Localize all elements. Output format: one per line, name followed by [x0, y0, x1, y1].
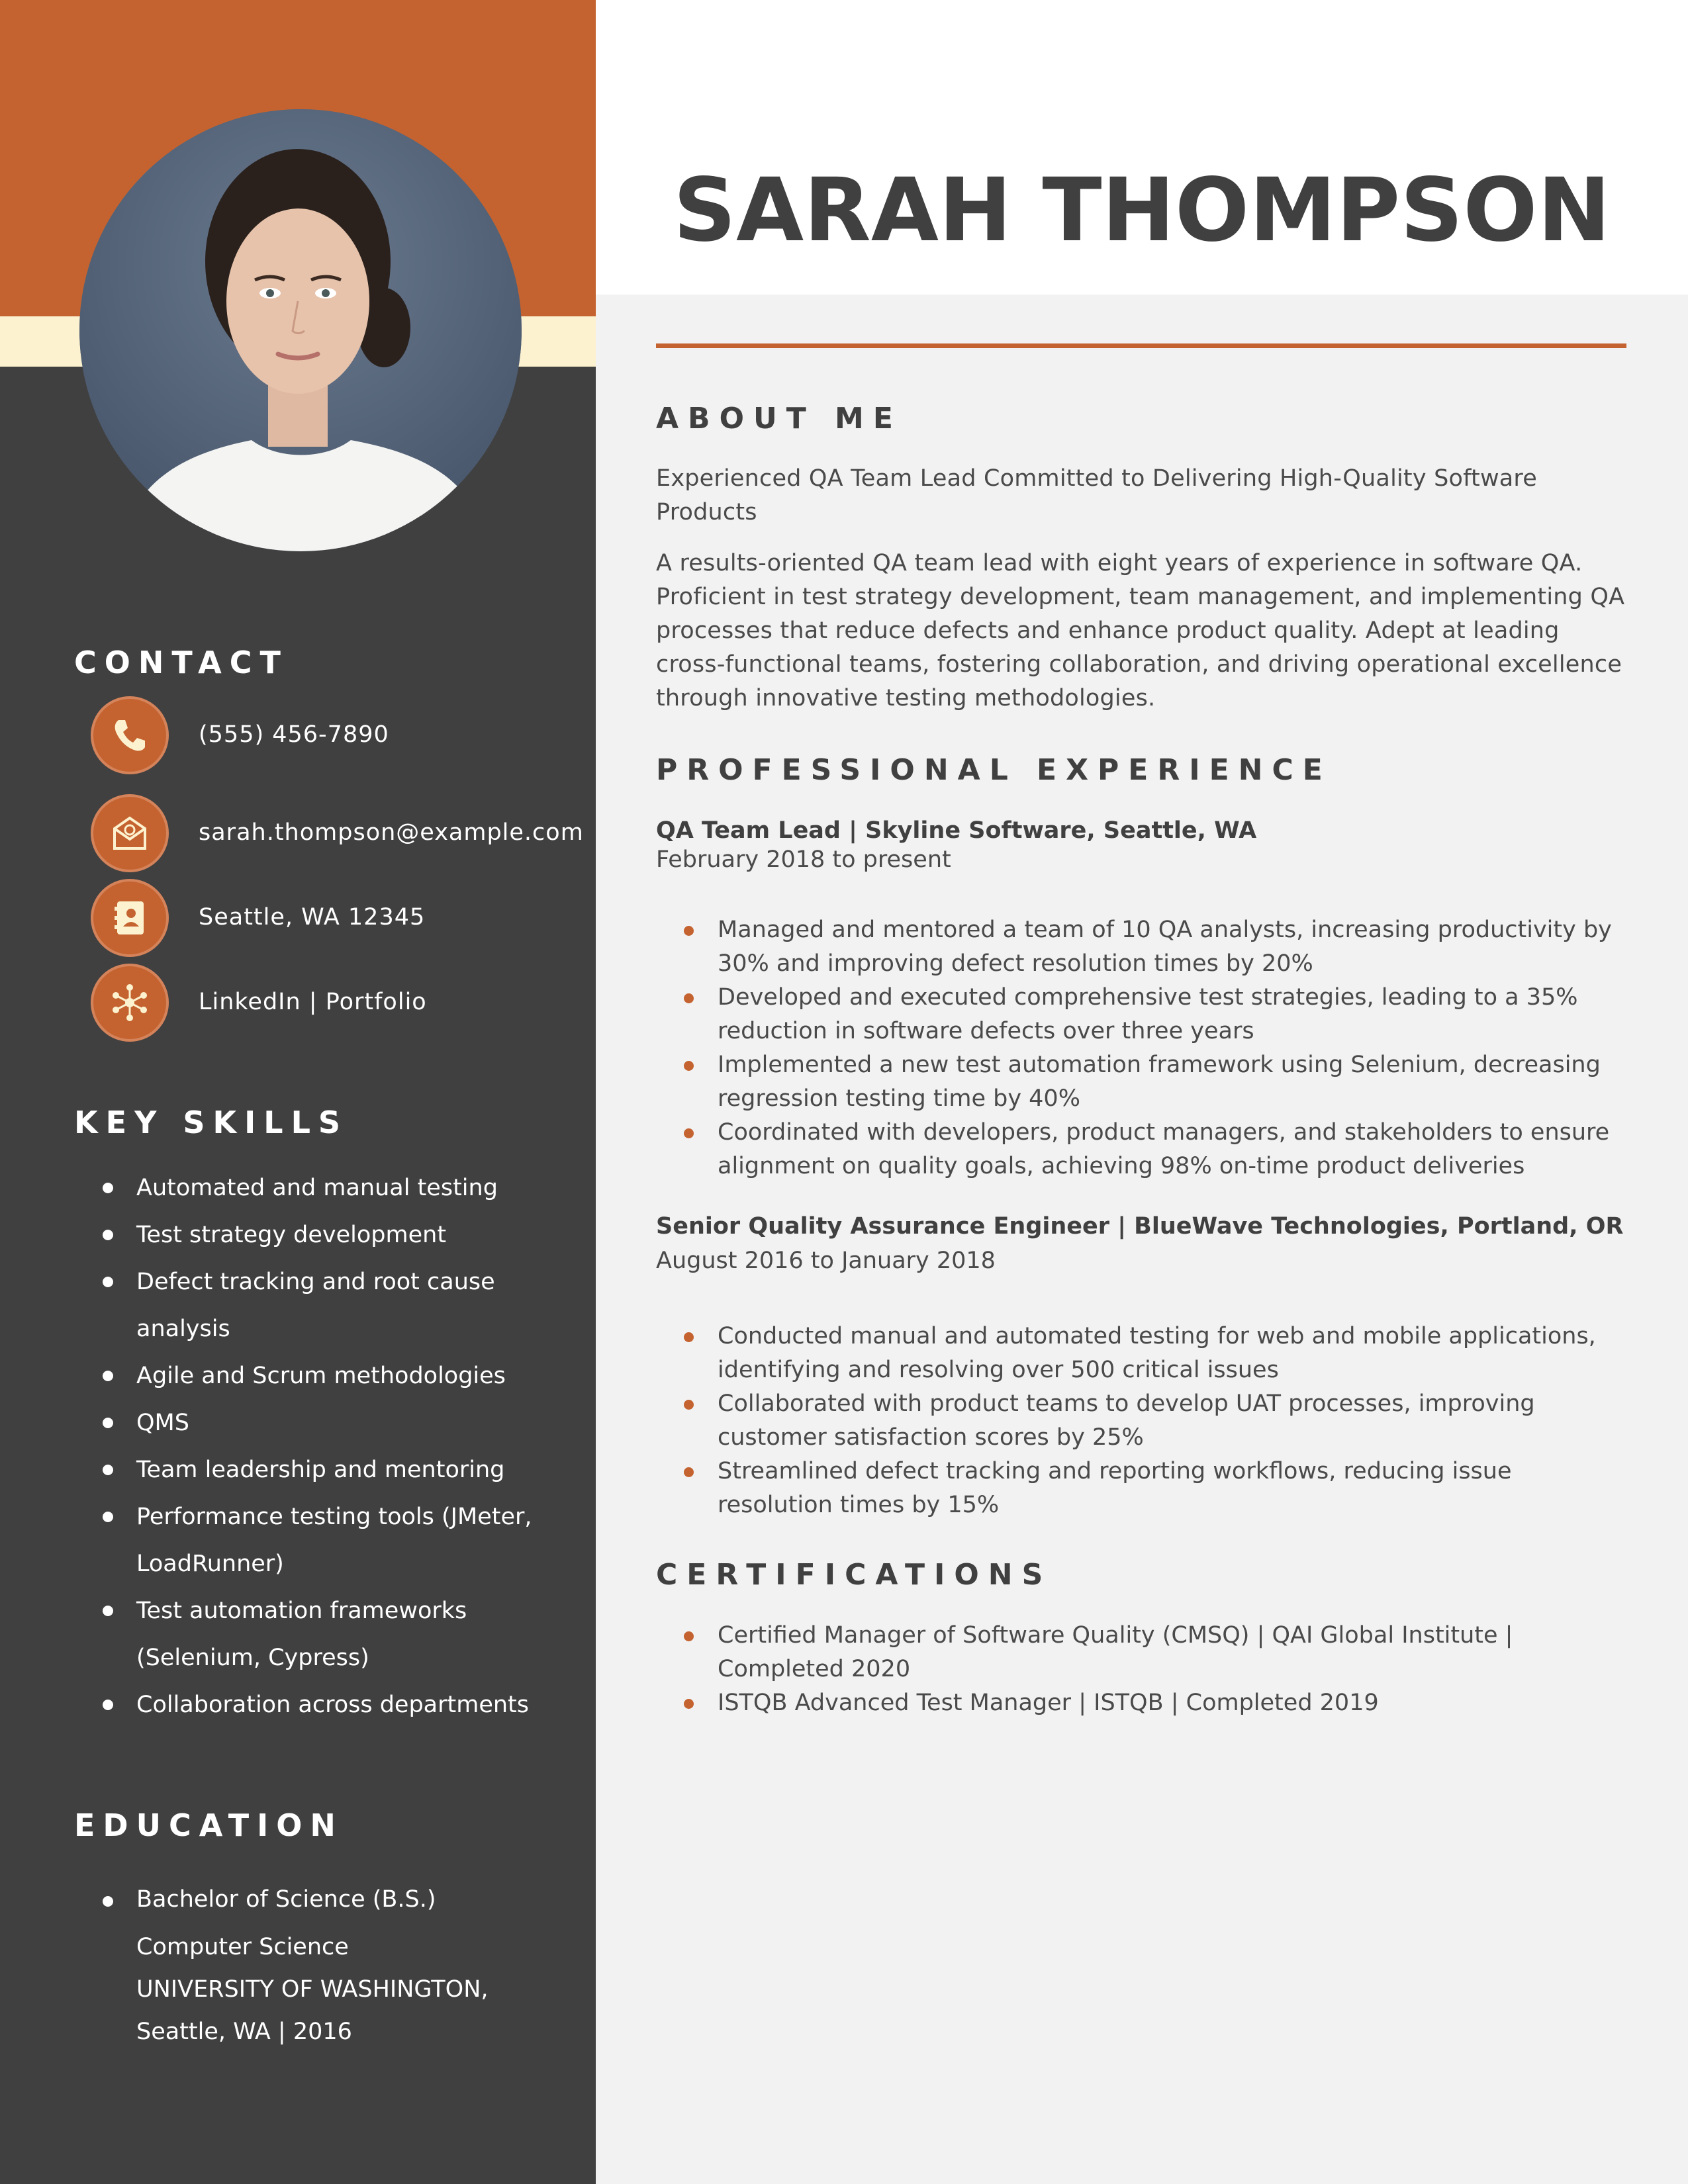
- certifications-heading: CERTIFICATIONS: [656, 1558, 1053, 1592]
- skill-item: Test automation frameworks (Selenium, Cypress): [0, 1588, 534, 1682]
- education-school: UNIVERSITY OF WASHINGTON,: [136, 1976, 489, 2003]
- education-item: [0, 1878, 547, 2053]
- network-icon: [91, 964, 169, 1042]
- certifications-list: [656, 1619, 1629, 1720]
- certification-item: Certified Manager of Software Quality (CMSQ) | QAI Global Institute | Completed 2020: [656, 1619, 1629, 1686]
- skill-item: Collaboration across departments: [0, 1682, 534, 1729]
- job-bullet: Implemented a new test automation framework using Selenium, decreasing regression testing time by 40%: [656, 1048, 1629, 1116]
- job-bullet: Coordinated with developers, product managers, and stakeholders to ensure alignment on quality goals, achieving 98% on-time product deliveries: [656, 1116, 1629, 1183]
- education-field: Computer Science: [136, 1934, 349, 1960]
- contact-email-text[interactable]: sarah.thompson@example.com: [199, 819, 584, 846]
- contact-phone-text[interactable]: (555) 456-7890: [199, 721, 389, 748]
- header-divider: [656, 343, 1626, 348]
- job-dates: August 2016 to January 2018: [656, 1248, 996, 1274]
- profile-photo: [79, 109, 522, 551]
- job-bullet: Developed and executed comprehensive test strategies, leading to a 35% reduction in software defects over three years: [656, 981, 1629, 1048]
- address-book-icon: [91, 879, 169, 957]
- email-icon: [91, 794, 169, 872]
- skill-item: Agile and Scrum methodologies: [0, 1353, 534, 1400]
- job-bullet: Streamlined defect tracking and reporting workflows, reducing issue resolution times by 15%: [656, 1455, 1629, 1522]
- skill-item: QMS: [0, 1400, 534, 1447]
- skill-item: Defect tracking and root cause analysis: [0, 1259, 534, 1353]
- skill-item: Performance testing tools (JMeter, LoadRunner): [0, 1494, 534, 1588]
- job-dates: February 2018 to present: [656, 846, 951, 873]
- certification-item: ISTQB Advanced Test Manager | ISTQB | Completed 2019: [656, 1686, 1629, 1720]
- contact-links: [91, 964, 594, 1047]
- skill-item: Automated and manual testing: [0, 1165, 534, 1212]
- skills-heading: KEY SKILLS: [74, 1105, 349, 1140]
- job-bullets: [656, 1320, 1629, 1522]
- about-summary: A results-oriented QA team lead with eight years of experience in software QA. Proficient in test strategy development, team management, and implementing QA processes that reduce defects and enhance product quality. Adept at leading cross-functional teams, fostering collaboration, and driving operational excellence through innovative testing methodologies.: [656, 550, 1625, 711]
- contact-email: [91, 794, 594, 878]
- education-location-year: Seattle, WA | 2016: [136, 2019, 352, 2045]
- skill-item: Team leadership and mentoring: [0, 1447, 534, 1494]
- contact-phone: [91, 696, 594, 780]
- phone-icon: [91, 696, 169, 774]
- education-degree: Bachelor of Science (B.S.): [136, 1886, 436, 1913]
- skill-item: Test strategy development: [0, 1212, 534, 1259]
- candidate-name: SARAH THOMPSON: [673, 159, 1611, 261]
- job-bullet: Managed and mentored a team of 10 QA analysts, increasing productivity by 30% and improving defect resolution times by 20%: [656, 913, 1629, 981]
- about-heading: ABOUT ME: [656, 402, 902, 435]
- experience-heading: PROFESSIONAL EXPERIENCE: [656, 753, 1332, 787]
- job-bullets: [656, 913, 1629, 1183]
- skills-list: [0, 1165, 534, 1729]
- job-title: QA Team Lead | Skyline Software, Seattle, WA: [656, 817, 1257, 844]
- contact-location-text: Seattle, WA 12345: [199, 904, 426, 931]
- education-heading: EDUCATION: [74, 1807, 344, 1843]
- contact-links-text[interactable]: LinkedIn | Portfolio: [199, 989, 427, 1015]
- contact-location: [91, 879, 594, 962]
- job-title: Senior Quality Assurance Engineer | BlueWave Technologies, Portland, OR: [656, 1213, 1624, 1240]
- job-bullet: Collaborated with product teams to develop UAT processes, improving customer satisfaction scores by 25%: [656, 1387, 1629, 1455]
- about-tagline: Experienced QA Team Lead Committed to Delivering High-Quality Software Products: [656, 465, 1537, 525]
- education-list: [0, 1878, 547, 2053]
- job-bullet: Conducted manual and automated testing for web and mobile applications, identifying and resolving over 500 critical issues: [656, 1320, 1629, 1387]
- contact-heading: CONTACT: [74, 645, 289, 680]
